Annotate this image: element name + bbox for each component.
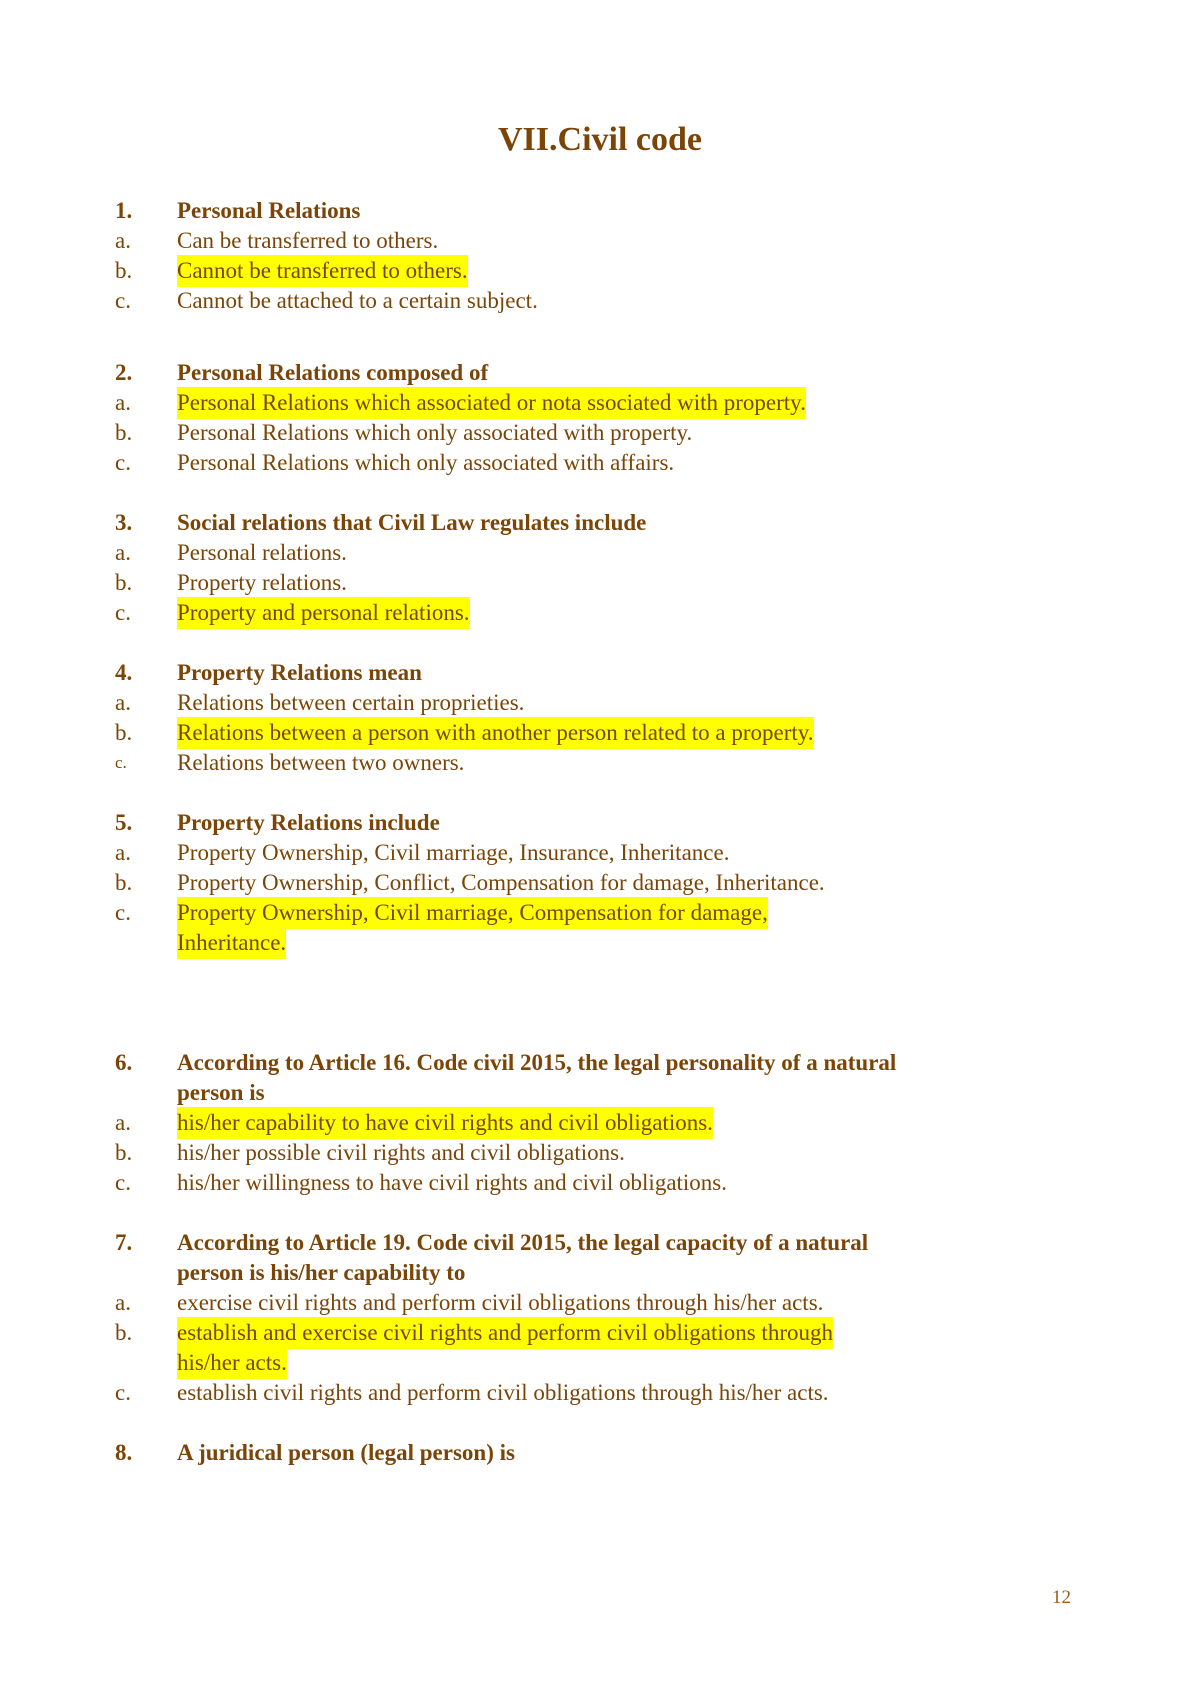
option-letter: b. bbox=[115, 258, 133, 283]
page-number: 12 bbox=[1052, 1587, 1071, 1608]
option-text: establish civil rights and perform civil obligations through his/her acts. bbox=[177, 1380, 829, 1405]
question-text: person is bbox=[177, 1080, 265, 1105]
highlighted-answer-text: Property Ownership, Civil marriage, Compensation for damage, bbox=[177, 897, 768, 929]
option-letter: c. bbox=[115, 1170, 131, 1195]
highlighted-answer-text: Cannot be transferred to others. bbox=[177, 255, 468, 287]
question-text: Personal Relations composed of bbox=[177, 360, 489, 385]
highlighted-answer-text: his/her acts. bbox=[177, 1347, 287, 1379]
option-letter: a. bbox=[115, 390, 131, 415]
option-letter: c. bbox=[115, 753, 127, 772]
option-letter: c. bbox=[115, 600, 131, 625]
option-letter: b. bbox=[115, 870, 133, 895]
question-text: person is his/her capability to bbox=[177, 1260, 466, 1285]
option-letter: a. bbox=[115, 540, 131, 565]
option-text: Can be transferred to others. bbox=[177, 228, 439, 253]
highlighted-answer-text: Relations between a person with another person related to a property. bbox=[177, 717, 814, 749]
question-number: 1. bbox=[115, 198, 133, 223]
option-text: Personal Relations which only associated with property. bbox=[177, 420, 693, 445]
option-letter: a. bbox=[115, 690, 131, 715]
highlighted-answer-text: establish and exercise civil rights and perform civil obligations through bbox=[177, 1317, 833, 1349]
question-number: 7. bbox=[115, 1230, 133, 1255]
question-number: 6. bbox=[115, 1050, 133, 1075]
option-text: his/her possible civil rights and civil obligations. bbox=[177, 1140, 625, 1165]
option-text: exercise civil rights and perform civil obligations through his/her acts. bbox=[177, 1290, 824, 1315]
question-text: Property Relations include bbox=[177, 810, 440, 835]
option-text: Cannot be attached to a certain subject. bbox=[177, 288, 538, 313]
option-letter: b. bbox=[115, 1320, 133, 1345]
question-text: A juridical person (legal person) is bbox=[177, 1440, 515, 1465]
option-text: his/her willingness to have civil rights and civil obligations. bbox=[177, 1170, 728, 1195]
option-letter: b. bbox=[115, 420, 133, 445]
option-text: Relations between certain proprieties. bbox=[177, 690, 525, 715]
question-text: According to Article 16. Code civil 2015, the legal personality of a natural bbox=[177, 1050, 897, 1075]
option-text: Personal relations. bbox=[177, 540, 347, 565]
question-number: 8. bbox=[115, 1440, 133, 1465]
highlighted-answer-text: Property and personal relations. bbox=[177, 597, 470, 629]
question-text: Personal Relations bbox=[177, 198, 361, 223]
question-text: Property Relations mean bbox=[177, 660, 422, 685]
option-letter: a. bbox=[115, 228, 131, 253]
option-text: Property Ownership, Civil marriage, Insurance, Inheritance. bbox=[177, 840, 730, 865]
question-text: According to Article 19. Code civil 2015, the legal capacity of a natural bbox=[177, 1230, 869, 1255]
option-letter: c. bbox=[115, 288, 131, 313]
page-title: VII.Civil code bbox=[498, 121, 702, 158]
question-number: 2. bbox=[115, 360, 133, 385]
option-letter: a. bbox=[115, 1290, 131, 1315]
highlighted-answer-text: Inheritance. bbox=[177, 927, 286, 959]
question-number: 4. bbox=[115, 660, 133, 685]
option-letter: a. bbox=[115, 840, 131, 865]
question-number: 5. bbox=[115, 810, 133, 835]
option-text: Property relations. bbox=[177, 570, 347, 595]
option-letter: c. bbox=[115, 1380, 131, 1405]
highlighted-answer-text: Personal Relations which associated or nota ssociated with property. bbox=[177, 387, 806, 419]
option-text: Personal Relations which only associated with affairs. bbox=[177, 450, 675, 475]
option-letter: c. bbox=[115, 450, 131, 475]
option-letter: b. bbox=[115, 1140, 133, 1165]
option-letter: c. bbox=[115, 900, 131, 925]
option-text: Property Ownership, Conflict, Compensation for damage, Inheritance. bbox=[177, 870, 825, 895]
option-letter: a. bbox=[115, 1110, 131, 1135]
option-text: Relations between two owners. bbox=[177, 750, 465, 775]
option-letter: b. bbox=[115, 720, 133, 745]
highlighted-answer-text: his/her capability to have civil rights and civil obligations. bbox=[177, 1107, 713, 1139]
question-number: 3. bbox=[115, 510, 133, 535]
question-text: Social relations that Civil Law regulates include bbox=[177, 510, 647, 535]
option-letter: b. bbox=[115, 570, 133, 595]
